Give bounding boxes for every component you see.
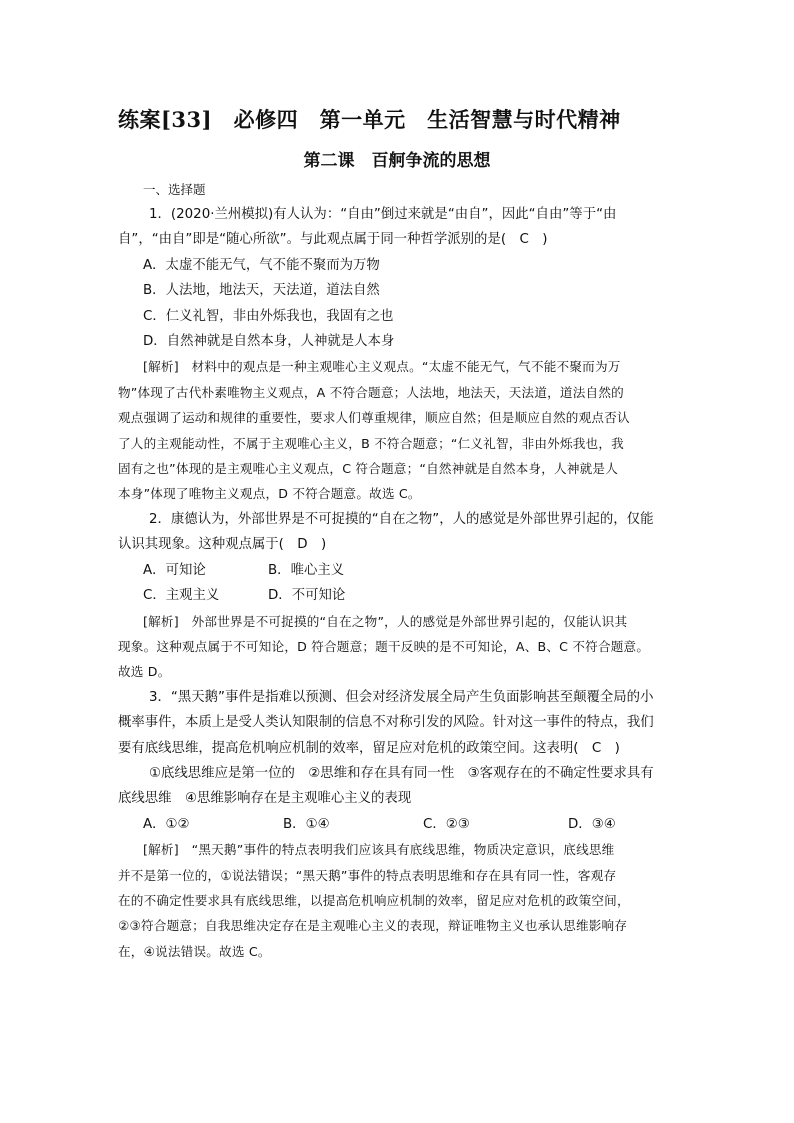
q1-analysis-line: 观点强调了运动和规律的重要性，要求人们尊重规律，顺应自然；但是顺应自然的观点否认: [118, 410, 630, 426]
q2-analysis-line: [解析] 外部世界是不可捉摸的“自在之物”，人的感觉是外部世界引起的，仅能认识其: [143, 613, 628, 629]
q3-option-c: C．②③: [423, 816, 470, 832]
q2-stem-line: 认识其现象。这种观点属于( D ): [118, 537, 327, 553]
q3-items-line: 底线思维 ④思维影响存在是主观唯心主义的表现: [118, 791, 412, 807]
q2-options-row: [143, 583, 683, 608]
q1-analysis-line: 固有之也”体现的是主观唯心主义观点，C 符合题意；“自然神就是自然本身，人神就是人: [118, 461, 619, 477]
q1-analysis-line: 本身”体现了唯物主义观点，D 不符合题意。故选 C。: [118, 486, 421, 502]
section-heading: 一、选择题: [143, 182, 206, 197]
q2-stem-line: 2．康德认为，外部世界是不可捉摸的“自在之物”，人的感觉是外部世界引起的，仅能: [149, 511, 654, 527]
lesson-subtitle: 第二课 百舸争流的思想: [303, 151, 491, 171]
q3-option-a: A．①②: [143, 816, 190, 832]
q3-options-row: [143, 812, 683, 837]
question-2: [118, 507, 683, 685]
q1-stem-line: 1．(2020·兰州模拟)有人认为：“自由”倒过来就是“由自”，因此“自由”等于“由: [149, 207, 617, 222]
q3-items-line: ①底线思维应是第一位的 ②思维和存在具有同一性 ③客观存在的不确定性要求具有: [149, 765, 654, 781]
question-content: [118, 202, 683, 964]
q3-analysis-line: 在，④说法错误。故选 C。: [118, 943, 271, 959]
q1-analysis-line: 物”体现了古代朴素唯物主义观点，A 不符合题意；人法地，地法天，天法道，道法自然的: [118, 384, 624, 400]
q2-analysis-line: 故选 D。: [118, 664, 171, 680]
q1-analysis-line: [解析] 材料中的观点是一种主观唯心主义观点。“太虚不能无气，气不能不聚而为万: [143, 359, 621, 375]
q1-analysis-line: 了人的主观能动性，不属于主观唯心主义，B 不符合题意；“仁义礼智，非由外烁我也，我: [118, 435, 624, 451]
question-1: [118, 202, 683, 507]
q1-option-c: C．仁义礼智，非由外烁我也，我固有之也: [143, 308, 394, 324]
q3-analysis-line: 在的不确定性要求具有底线思维，以提高危机响应机制的效率，留足应对危机的政策空间，: [118, 892, 630, 908]
q2-option-d: D．不可知论: [268, 588, 346, 604]
q1-option-a: A．太虚不能无气，气不能不聚而为万物: [143, 257, 380, 273]
q2-option-c: C．主观主义: [143, 588, 220, 604]
q3-option-d: D．③④: [568, 816, 616, 832]
q1-option-d: D．自然神就是自然本身，人神就是人本身: [143, 334, 395, 350]
question-3: [118, 685, 683, 964]
page-title: 练案[33] 必修四 第一单元 生活智慧与时代精神: [118, 107, 621, 132]
q2-options-row: [143, 558, 683, 583]
q2-option-a: A．可知论: [143, 562, 206, 578]
q3-analysis-line: [解析] “黑天鹅”事件的特点表明我们应该具有底线思维，物质决定意识，底线思维: [143, 842, 615, 858]
q2-analysis-line: 现象。这种观点属于不可知论，D 符合题意；题干反映的是不可知论，A、B、C 不符合题意。: [118, 638, 650, 654]
q3-analysis-line: ②③符合题意；自我思维决定存在是主观唯心主义的表现，辩证唯物主义也承认思维影响存: [118, 918, 628, 934]
q3-option-b: B．①④: [283, 816, 330, 832]
q1-stem-line: 自”，“由自”即是“随心所欲”。与此观点属于同一种哲学派别的是( C ): [118, 232, 548, 248]
q3-stem-line: 概率事件，本质上是受人类认知限制的信息不对称引发的风险。针对这一事件的特点，我们: [118, 715, 654, 731]
q3-stem-line: 要有底线思维，提高危机响应机制的效率，留足应对危机的政策空间。这表明( C ): [118, 740, 620, 756]
q3-stem-line: 3．“黑天鹅”事件是指难以预测、但会对经济发展全局产生负面影响甚至颠覆全局的小: [149, 689, 654, 705]
q2-option-b: B．唯心主义: [268, 562, 345, 578]
q1-option-b: B．人法地，地法天，天法道，道法自然: [143, 283, 380, 299]
q3-analysis-line: 并不是第一位的，①说法错误；“黑天鹅”事件的特点表明思维和存在具有同一性，客观存: [118, 867, 617, 883]
